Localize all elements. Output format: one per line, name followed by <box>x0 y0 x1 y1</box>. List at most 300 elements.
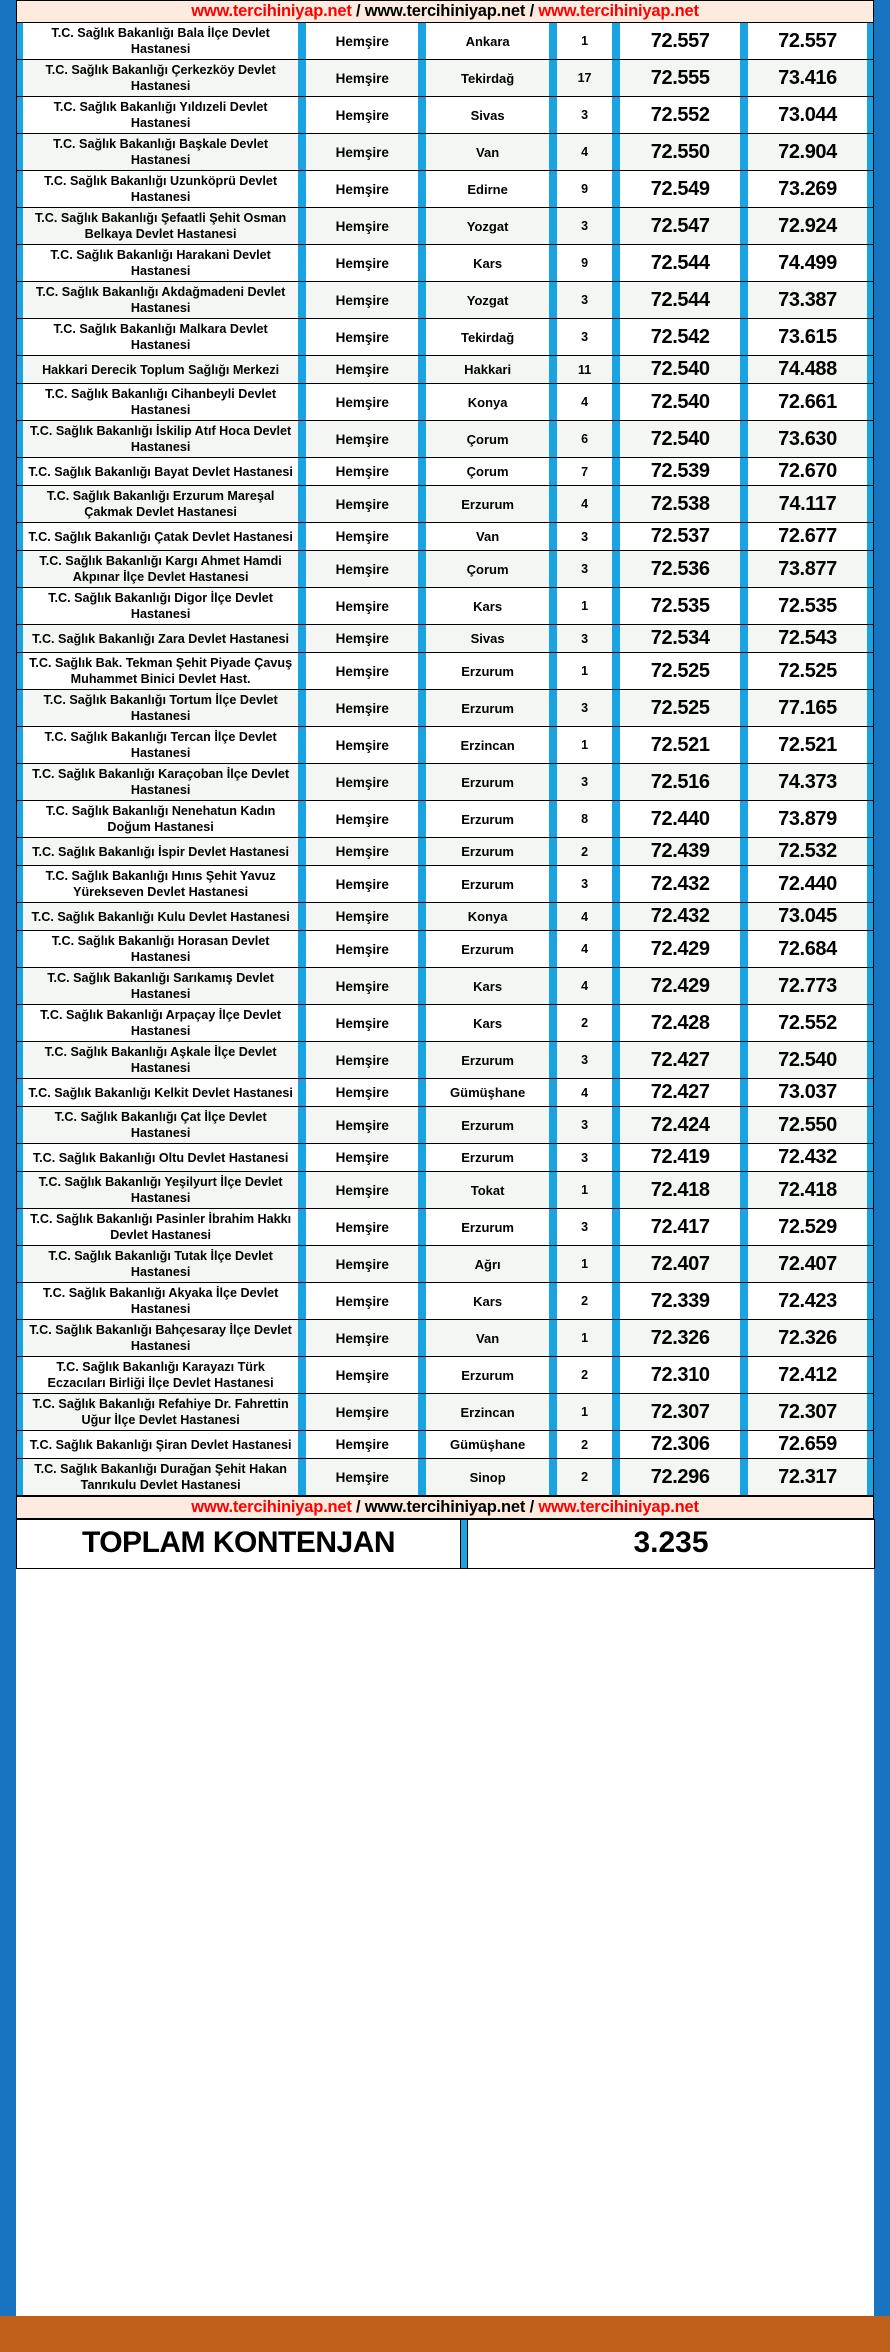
cell-kurum: T.C. Sağlık Bakanlığı Harakani Devlet Hastanesi <box>23 245 298 282</box>
cell-il: Tekirdağ <box>426 60 549 97</box>
column-separator-4 <box>612 838 620 866</box>
cell-unvan: Hemşire <box>306 384 418 421</box>
cell-il: Kars <box>426 245 549 282</box>
column-separator-5 <box>740 356 748 384</box>
cell-kontenjan: 9 <box>557 245 613 282</box>
column-separator-1 <box>298 1172 306 1209</box>
column-separator-5 <box>740 60 748 97</box>
column-separator-2 <box>418 838 426 866</box>
column-separator-1 <box>298 384 306 421</box>
cell-unvan: Hemşire <box>306 625 418 653</box>
table-row <box>17 931 874 968</box>
cell-il: Erzurum <box>426 1357 549 1394</box>
table-row <box>17 1357 874 1394</box>
cell-unvan: Hemşire <box>306 801 418 838</box>
cell-tavan-puan: 72.540 <box>748 1042 867 1079</box>
column-separator-2 <box>418 1459 426 1496</box>
column-separator-5 <box>740 1357 748 1394</box>
total-row <box>17 1520 875 1569</box>
cell-taban-puan: 72.535 <box>620 588 740 625</box>
column-separator-2 <box>418 319 426 356</box>
column-separator-4 <box>612 653 620 690</box>
cell-kontenjan: 8 <box>557 801 613 838</box>
row-right-edge <box>867 653 874 690</box>
cell-kurum: T.C. Sağlık Bakanlığı Tortum İlçe Devlet Hastanesi <box>23 690 298 727</box>
cell-kontenjan: 3 <box>557 208 613 245</box>
column-separator-1 <box>298 931 306 968</box>
cell-il: Kars <box>426 1283 549 1320</box>
cell-kurum: T.C. Sağlık Bakanlığı Yıldızeli Devlet Hastanesi <box>23 97 298 134</box>
cell-kurum: T.C. Sağlık Bakanlığı Çat İlçe Devlet Hastanesi <box>23 1107 298 1144</box>
cell-unvan: Hemşire <box>306 653 418 690</box>
cell-il: Yozgat <box>426 208 549 245</box>
cell-taban-puan: 72.542 <box>620 319 740 356</box>
table-row <box>17 727 874 764</box>
column-separator-5 <box>740 458 748 486</box>
column-separator-3 <box>549 588 557 625</box>
row-right-edge <box>867 1459 874 1496</box>
column-separator-3 <box>549 866 557 903</box>
cell-unvan: Hemşire <box>306 245 418 282</box>
cell-kontenjan: 6 <box>557 421 613 458</box>
row-right-edge <box>867 1172 874 1209</box>
cell-taban-puan: 72.307 <box>620 1394 740 1431</box>
column-separator-2 <box>418 764 426 801</box>
table-row <box>17 208 874 245</box>
cell-kontenjan: 2 <box>557 1431 613 1459</box>
cell-tavan-puan: 72.535 <box>748 588 867 625</box>
column-separator-2 <box>418 931 426 968</box>
cell-il: Çorum <box>426 551 549 588</box>
column-separator-5 <box>740 968 748 1005</box>
table-row <box>17 1005 874 1042</box>
column-separator-3 <box>549 1431 557 1459</box>
cell-taban-puan: 72.521 <box>620 727 740 764</box>
cell-il: Erzurum <box>426 1042 549 1079</box>
column-separator-1 <box>298 1283 306 1320</box>
cell-kurum: T.C. Sağlık Bakanlığı Karaçoban İlçe Devlet Hastanesi <box>23 764 298 801</box>
row-right-edge <box>867 134 874 171</box>
row-right-edge <box>867 171 874 208</box>
cell-taban-puan: 72.538 <box>620 486 740 523</box>
column-separator-5 <box>740 23 748 60</box>
column-separator-4 <box>612 1107 620 1144</box>
cell-kurum: T.C. Sağlık Bakanlığı Pasinler İbrahim Hakkı Devlet Hastanesi <box>23 1209 298 1246</box>
cell-il: Çorum <box>426 421 549 458</box>
table-row <box>17 1246 874 1283</box>
column-separator-4 <box>612 282 620 319</box>
row-right-edge <box>867 1357 874 1394</box>
column-separator-4 <box>612 134 620 171</box>
cell-taban-puan: 72.516 <box>620 764 740 801</box>
right-blue-rail <box>874 0 890 2352</box>
table-row <box>17 801 874 838</box>
column-separator-4 <box>612 1320 620 1357</box>
left-blue-rail <box>0 0 16 2352</box>
cell-kurum: T.C. Sağlık Bakanlığı Kelkit Devlet Hastanesi <box>23 1079 298 1107</box>
column-separator-1 <box>298 523 306 551</box>
column-separator-4 <box>612 1431 620 1459</box>
row-right-edge <box>867 1079 874 1107</box>
table-row <box>17 1172 874 1209</box>
column-separator-3 <box>549 551 557 588</box>
cell-kontenjan: 3 <box>557 1144 613 1172</box>
column-separator-1 <box>298 1144 306 1172</box>
cell-il: Çorum <box>426 458 549 486</box>
column-separator-5 <box>740 208 748 245</box>
cell-tavan-puan: 74.499 <box>748 245 867 282</box>
cell-tavan-puan: 72.525 <box>748 653 867 690</box>
cell-taban-puan: 72.427 <box>620 1079 740 1107</box>
table-row <box>17 1209 874 1246</box>
column-separator-5 <box>740 171 748 208</box>
column-separator-1 <box>298 245 306 282</box>
row-right-edge <box>867 1209 874 1246</box>
column-separator-2 <box>418 903 426 931</box>
column-separator-2 <box>418 1042 426 1079</box>
column-separator-3 <box>549 903 557 931</box>
table-row <box>17 421 874 458</box>
cell-taban-puan: 72.429 <box>620 931 740 968</box>
cell-kurum: Hakkari Derecik Toplum Sağlığı Merkezi <box>23 356 298 384</box>
cell-taban-puan: 72.534 <box>620 625 740 653</box>
cell-kontenjan: 1 <box>557 1394 613 1431</box>
cell-taban-puan: 72.417 <box>620 1209 740 1246</box>
cell-tavan-puan: 72.661 <box>748 384 867 421</box>
cell-kontenjan: 1 <box>557 588 613 625</box>
cell-kurum: T.C. Sağlık Bakanlığı Şefaatli Şehit Osman Belkaya Devlet Hastanesi <box>23 208 298 245</box>
cell-kontenjan: 3 <box>557 319 613 356</box>
cell-kurum: T.C. Sağlık Bakanlığı Kulu Devlet Hastanesi <box>23 903 298 931</box>
column-separator-2 <box>418 1209 426 1246</box>
cell-unvan: Hemşire <box>306 931 418 968</box>
column-separator-4 <box>612 486 620 523</box>
cell-unvan: Hemşire <box>306 1144 418 1172</box>
column-separator-1 <box>298 458 306 486</box>
cell-taban-puan: 72.427 <box>620 1042 740 1079</box>
column-separator-3 <box>549 838 557 866</box>
column-separator-5 <box>740 1246 748 1283</box>
row-right-edge <box>867 1042 874 1079</box>
cell-kurum: T.C. Sağlık Bakanlığı Tutak İlçe Devlet Hastanesi <box>23 1246 298 1283</box>
cell-taban-puan: 72.418 <box>620 1172 740 1209</box>
row-right-edge <box>867 356 874 384</box>
column-separator-3 <box>549 319 557 356</box>
table-row <box>17 1283 874 1320</box>
column-separator-3 <box>549 245 557 282</box>
cell-il: Erzincan <box>426 1394 549 1431</box>
cell-taban-puan: 72.536 <box>620 551 740 588</box>
cell-taban-puan: 72.424 <box>620 1107 740 1144</box>
cell-kontenjan: 3 <box>557 866 613 903</box>
cell-kontenjan: 3 <box>557 97 613 134</box>
cell-kurum: T.C. Sağlık Bakanlığı Nenehatun Kadın Doğum Hastanesi <box>23 801 298 838</box>
column-separator-4 <box>612 764 620 801</box>
cell-kurum: T.C. Sağlık Bakanlığı Durağan Şehit Hakan Tanrıkulu Devlet Hastanesi <box>23 1459 298 1496</box>
column-separator-3 <box>549 208 557 245</box>
column-separator-1 <box>298 690 306 727</box>
column-separator-2 <box>418 727 426 764</box>
row-right-edge <box>867 690 874 727</box>
cell-tavan-puan: 72.677 <box>748 523 867 551</box>
cell-il: Tekirdağ <box>426 319 549 356</box>
cell-kontenjan: 2 <box>557 838 613 866</box>
cell-taban-puan: 72.547 <box>620 208 740 245</box>
total-separator <box>461 1520 468 1569</box>
table-row <box>17 171 874 208</box>
table-row <box>17 690 874 727</box>
column-separator-1 <box>298 588 306 625</box>
cell-unvan: Hemşire <box>306 1079 418 1107</box>
cell-unvan: Hemşire <box>306 551 418 588</box>
cell-tavan-puan: 74.373 <box>748 764 867 801</box>
cell-il: Erzurum <box>426 764 549 801</box>
cell-unvan: Hemşire <box>306 588 418 625</box>
column-separator-4 <box>612 97 620 134</box>
column-separator-1 <box>298 1079 306 1107</box>
table-row <box>17 903 874 931</box>
cell-kurum: T.C. Sağlık Bakanlığı Başkale Devlet Hastanesi <box>23 134 298 171</box>
watermark-link-5[interactable]: www.tercihiniyap.net <box>364 1498 526 1516</box>
cell-unvan: Hemşire <box>306 97 418 134</box>
column-separator-3 <box>549 421 557 458</box>
table-row <box>17 356 874 384</box>
cell-tavan-puan: 72.432 <box>748 1144 867 1172</box>
cell-il: Erzurum <box>426 931 549 968</box>
cell-taban-puan: 72.549 <box>620 171 740 208</box>
column-separator-3 <box>549 801 557 838</box>
cell-taban-puan: 72.552 <box>620 97 740 134</box>
column-separator-4 <box>612 903 620 931</box>
cell-tavan-puan: 72.557 <box>748 23 867 60</box>
cell-tavan-puan: 72.543 <box>748 625 867 653</box>
cell-kurum: T.C. Sağlık Bakanlığı Çerkezköy Devlet Hastanesi <box>23 60 298 97</box>
cell-tavan-puan: 72.659 <box>748 1431 867 1459</box>
table-content <box>16 0 874 1569</box>
column-separator-2 <box>418 801 426 838</box>
row-right-edge <box>867 801 874 838</box>
column-separator-1 <box>298 486 306 523</box>
cell-il: Erzurum <box>426 1107 549 1144</box>
column-separator-2 <box>418 551 426 588</box>
column-separator-1 <box>298 968 306 1005</box>
column-separator-5 <box>740 838 748 866</box>
row-right-edge <box>867 866 874 903</box>
table-row <box>17 245 874 282</box>
column-separator-5 <box>740 486 748 523</box>
cell-unvan: Hemşire <box>306 1172 418 1209</box>
cell-kontenjan: 1 <box>557 653 613 690</box>
cell-taban-puan: 72.407 <box>620 1246 740 1283</box>
cell-unvan: Hemşire <box>306 1042 418 1079</box>
cell-tavan-puan: 73.045 <box>748 903 867 931</box>
column-separator-5 <box>740 903 748 931</box>
watermark-link-2[interactable]: www.tercihiniyap.net <box>364 2 526 20</box>
column-separator-4 <box>612 384 620 421</box>
column-separator-2 <box>418 421 426 458</box>
column-separator-3 <box>549 1283 557 1320</box>
cell-kontenjan: 3 <box>557 523 613 551</box>
column-separator-5 <box>740 588 748 625</box>
cell-il: Sinop <box>426 1459 549 1496</box>
column-separator-5 <box>740 1042 748 1079</box>
row-right-edge <box>867 625 874 653</box>
watermark-separator-4: / <box>525 1498 539 1516</box>
column-separator-2 <box>418 1283 426 1320</box>
cell-taban-puan: 72.419 <box>620 1144 740 1172</box>
cell-tavan-puan: 73.037 <box>748 1079 867 1107</box>
watermark-separator-2: / <box>525 2 539 20</box>
column-separator-5 <box>740 1283 748 1320</box>
column-separator-1 <box>298 1005 306 1042</box>
column-separator-3 <box>549 486 557 523</box>
column-separator-1 <box>298 653 306 690</box>
cell-taban-puan: 72.306 <box>620 1431 740 1459</box>
row-right-edge <box>867 486 874 523</box>
total-label: TOPLAM KONTENJAN <box>17 1520 461 1569</box>
cell-kontenjan: 4 <box>557 903 613 931</box>
cell-kurum: T.C. Sağlık Bakanlığı Uzunköprü Devlet Hastanesi <box>23 171 298 208</box>
cell-kurum: T.C. Sağlık Bakanlığı Yeşilyurt İlçe Devlet Hastanesi <box>23 1172 298 1209</box>
table-row <box>17 458 874 486</box>
cell-taban-puan: 72.539 <box>620 458 740 486</box>
column-separator-5 <box>740 282 748 319</box>
cell-kurum: T.C. Sağlık Bakanlığı Zara Devlet Hastanesi <box>23 625 298 653</box>
cell-unvan: Hemşire <box>306 866 418 903</box>
column-separator-4 <box>612 727 620 764</box>
cell-tavan-puan: 72.904 <box>748 134 867 171</box>
column-separator-4 <box>612 1079 620 1107</box>
column-separator-3 <box>549 727 557 764</box>
table-row <box>17 486 874 523</box>
column-separator-5 <box>740 97 748 134</box>
cell-unvan: Hemşire <box>306 903 418 931</box>
row-right-edge <box>867 421 874 458</box>
column-separator-1 <box>298 625 306 653</box>
watermark-link-3[interactable]: www.tercihiniyap.net <box>538 2 699 20</box>
table-row <box>17 625 874 653</box>
column-separator-1 <box>298 866 306 903</box>
watermark-link-4[interactable]: www.tercihiniyap.net <box>191 1498 352 1516</box>
watermark-link-6[interactable]: www.tercihiniyap.net <box>538 1498 699 1516</box>
cell-il: Sivas <box>426 625 549 653</box>
cell-il: Ağrı <box>426 1246 549 1283</box>
cell-il: Sivas <box>426 97 549 134</box>
cell-kurum: T.C. Sağlık Bakanlığı Bala İlçe Devlet Hastanesi <box>23 23 298 60</box>
table-row <box>17 523 874 551</box>
row-right-edge <box>867 208 874 245</box>
column-separator-3 <box>549 1042 557 1079</box>
cell-kurum: T.C. Sağlık Bakanlığı İskilip Atıf Hoca Devlet Hastanesi <box>23 421 298 458</box>
cell-kontenjan: 2 <box>557 1283 613 1320</box>
cell-tavan-puan: 73.387 <box>748 282 867 319</box>
column-separator-5 <box>740 319 748 356</box>
cell-tavan-puan: 72.529 <box>748 1209 867 1246</box>
cell-il: Konya <box>426 903 549 931</box>
cell-tavan-puan: 73.615 <box>748 319 867 356</box>
cell-kontenjan: 3 <box>557 1107 613 1144</box>
row-right-edge <box>867 838 874 866</box>
cell-kurum: T.C. Sağlık Bakanlığı Karayazı Türk Eczacıları Birliği İlçe Devlet Hastanesi <box>23 1357 298 1394</box>
cell-il: Erzurum <box>426 1144 549 1172</box>
column-separator-3 <box>549 690 557 727</box>
cell-kurum: T.C. Sağlık Bakanlığı Kargı Ahmet Hamdi Akpınar İlçe Devlet Hastanesi <box>23 551 298 588</box>
column-separator-5 <box>740 1144 748 1172</box>
cell-tavan-puan: 72.773 <box>748 968 867 1005</box>
cell-kontenjan: 17 <box>557 60 613 97</box>
column-separator-4 <box>612 801 620 838</box>
column-separator-5 <box>740 690 748 727</box>
column-separator-4 <box>612 588 620 625</box>
row-right-edge <box>867 1431 874 1459</box>
column-separator-2 <box>418 1246 426 1283</box>
column-separator-1 <box>298 1320 306 1357</box>
cell-il: Van <box>426 523 549 551</box>
column-separator-1 <box>298 97 306 134</box>
cell-il: Kars <box>426 588 549 625</box>
row-right-edge <box>867 903 874 931</box>
column-separator-4 <box>612 1357 620 1394</box>
column-separator-2 <box>418 208 426 245</box>
table-row <box>17 319 874 356</box>
cell-kurum: T.C. Sağlık Bakanlığı İspir Devlet Hastanesi <box>23 838 298 866</box>
row-right-edge <box>867 523 874 551</box>
cell-kurum: T.C. Sağlık Bakanlığı Tercan İlçe Devlet Hastanesi <box>23 727 298 764</box>
column-separator-3 <box>549 1144 557 1172</box>
cell-kontenjan: 1 <box>557 1246 613 1283</box>
cell-kurum: T.C. Sağlık Bakanlığı Bayat Devlet Hastanesi <box>23 458 298 486</box>
cell-tavan-puan: 72.670 <box>748 458 867 486</box>
cell-unvan: Hemşire <box>306 727 418 764</box>
cell-kurum: T.C. Sağlık Bakanlığı Bahçesaray İlçe Devlet Hastanesi <box>23 1320 298 1357</box>
cell-il: Gümüşhane <box>426 1079 549 1107</box>
cell-il: Kars <box>426 1005 549 1042</box>
total-value: 3.235 <box>468 1520 875 1569</box>
column-separator-5 <box>740 421 748 458</box>
cell-taban-puan: 72.440 <box>620 801 740 838</box>
column-separator-1 <box>298 1459 306 1496</box>
column-separator-2 <box>418 1107 426 1144</box>
column-separator-3 <box>549 282 557 319</box>
column-separator-4 <box>612 421 620 458</box>
column-separator-4 <box>612 23 620 60</box>
column-separator-4 <box>612 1246 620 1283</box>
column-separator-3 <box>549 523 557 551</box>
column-separator-2 <box>418 23 426 60</box>
cell-tavan-puan: 73.877 <box>748 551 867 588</box>
cell-kurum: T.C. Sağlık Bakanlığı Sarıkamış Devlet Hastanesi <box>23 968 298 1005</box>
column-separator-4 <box>612 968 620 1005</box>
column-separator-5 <box>740 1172 748 1209</box>
cell-taban-puan: 72.428 <box>620 1005 740 1042</box>
table-row <box>17 1394 874 1431</box>
cell-il: Tokat <box>426 1172 549 1209</box>
column-separator-2 <box>418 1144 426 1172</box>
table-row <box>17 764 874 801</box>
column-separator-2 <box>418 134 426 171</box>
column-separator-1 <box>298 23 306 60</box>
column-separator-2 <box>418 1357 426 1394</box>
column-separator-3 <box>549 968 557 1005</box>
cell-unvan: Hemşire <box>306 23 418 60</box>
watermark-separator-3: / <box>351 1498 365 1516</box>
cell-unvan: Hemşire <box>306 523 418 551</box>
cell-kontenjan: 4 <box>557 486 613 523</box>
cell-kontenjan: 3 <box>557 1042 613 1079</box>
cell-il: Hakkari <box>426 356 549 384</box>
column-separator-2 <box>418 866 426 903</box>
watermark-link-1[interactable]: www.tercihiniyap.net <box>191 2 352 20</box>
